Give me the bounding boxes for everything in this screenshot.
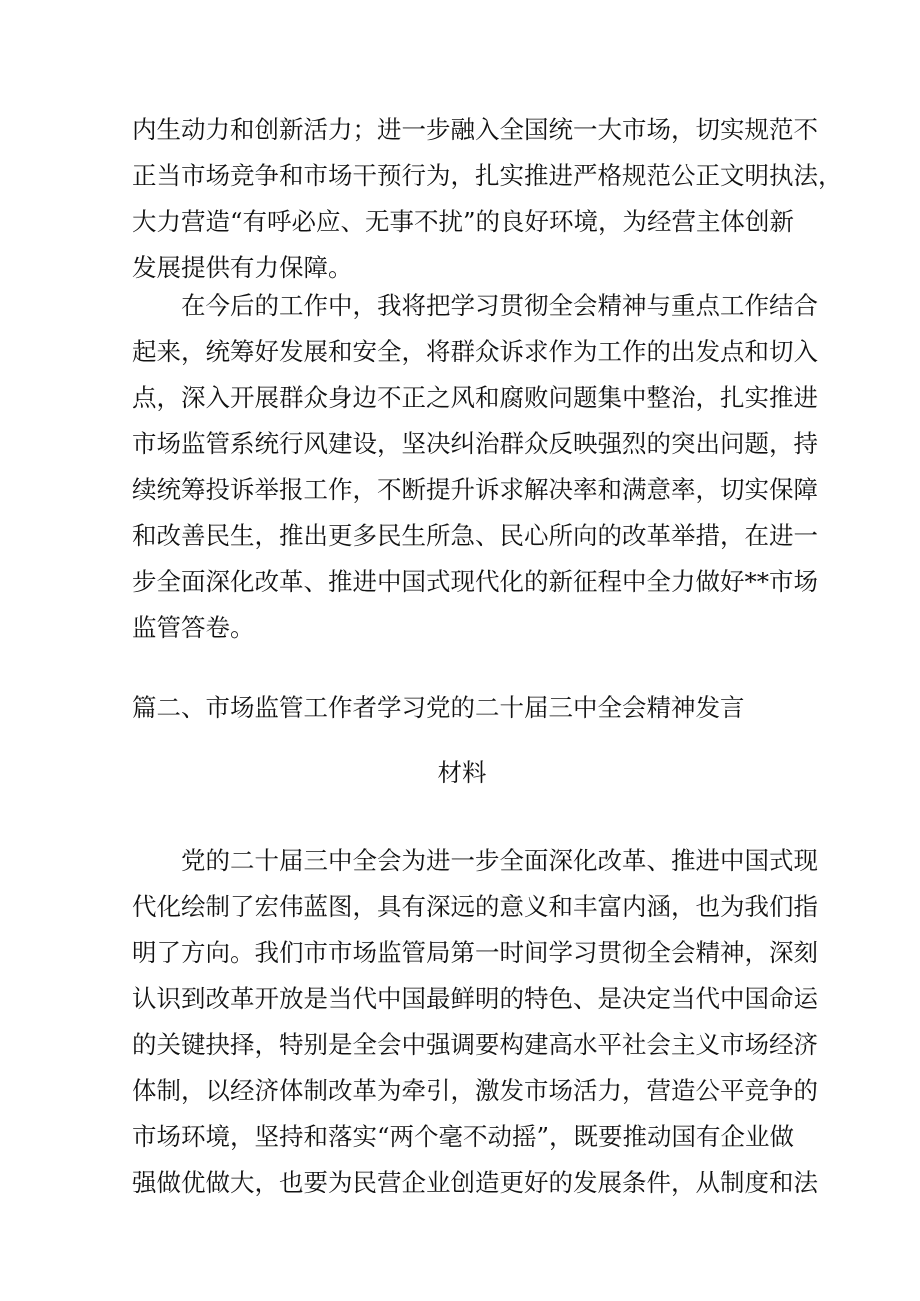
text-line: 强做优做大，也要为民营企业创造更好的发展条件，从制度和法 <box>132 1168 818 1197</box>
heading-line: 材料 <box>437 758 487 787</box>
paragraph-plenum <box>132 838 818 1206</box>
text-line: 大力营造“有呼必应、无事不扰”的良好环境，为经营主体创新 <box>132 207 795 236</box>
text-line: 起来，统筹好发展和安全，将群众诉求作为工作的出发点和切入 <box>132 337 818 366</box>
heading-line: 篇二、市场监管工作者学习党的二十届三中全会精神发言 <box>132 693 745 722</box>
text-line: 认识到改革开放是当代中国最鲜明的特色、是决定当代中国命运 <box>132 984 818 1013</box>
paragraph-future-work <box>132 283 818 651</box>
text-line: 和改善民生，推出更多民生所急、民心所向的改革举措，在进一 <box>132 521 818 550</box>
text-line: 党的二十届三中全会为进一步全面深化改革、推进中国式现 <box>132 846 818 875</box>
text-line: 内生动力和创新活力；进一步融入全国统一大市场，切实规范不 <box>132 115 818 144</box>
text-line: 体制，以经济体制改革为牵引，激发市场活力，营造公平竞争的 <box>132 1076 818 1105</box>
text-line: 续统筹投诉举报工作，不断提升诉求解决率和满意率，切实保障 <box>132 475 818 504</box>
text-line: 步全面深化改革、推进中国式现代化的新征程中全力做好**市场 <box>132 567 818 596</box>
text-line: 监管答卷。 <box>132 613 255 642</box>
text-line: 的关键抉择，特别是全会中强调要构建高水平社会主义市场经济 <box>132 1030 818 1059</box>
paragraph-continued <box>132 107 843 291</box>
text-line: 代化绘制了宏伟蓝图，具有深远的意义和丰富内涵，也为我们指 <box>132 892 818 921</box>
text-line: 发展提供有力保障。 <box>132 253 353 282</box>
text-line: 在今后的工作中，我将把学习贯彻全会精神与重点工作结合 <box>132 291 818 320</box>
text-line: 市场监管系统行风建设，坚决纠治群众反映强烈的突出问题，持 <box>132 429 818 458</box>
section-heading <box>132 688 792 793</box>
text-line: 明了方向。我们市市场监管局第一时间学习贯彻全会精神，深刻 <box>132 938 818 967</box>
text-line: 市场环境，坚持和落实“两个毫不动摇”，既要推动国有企业做 <box>132 1122 795 1151</box>
text-line: 正当市场竞争和市场干预行为，扎实推进严格规范公正文明执法， <box>132 161 843 190</box>
text-line: 点，深入开展群众身边不正之风和腐败问题集中整治，扎实推进 <box>132 383 818 412</box>
